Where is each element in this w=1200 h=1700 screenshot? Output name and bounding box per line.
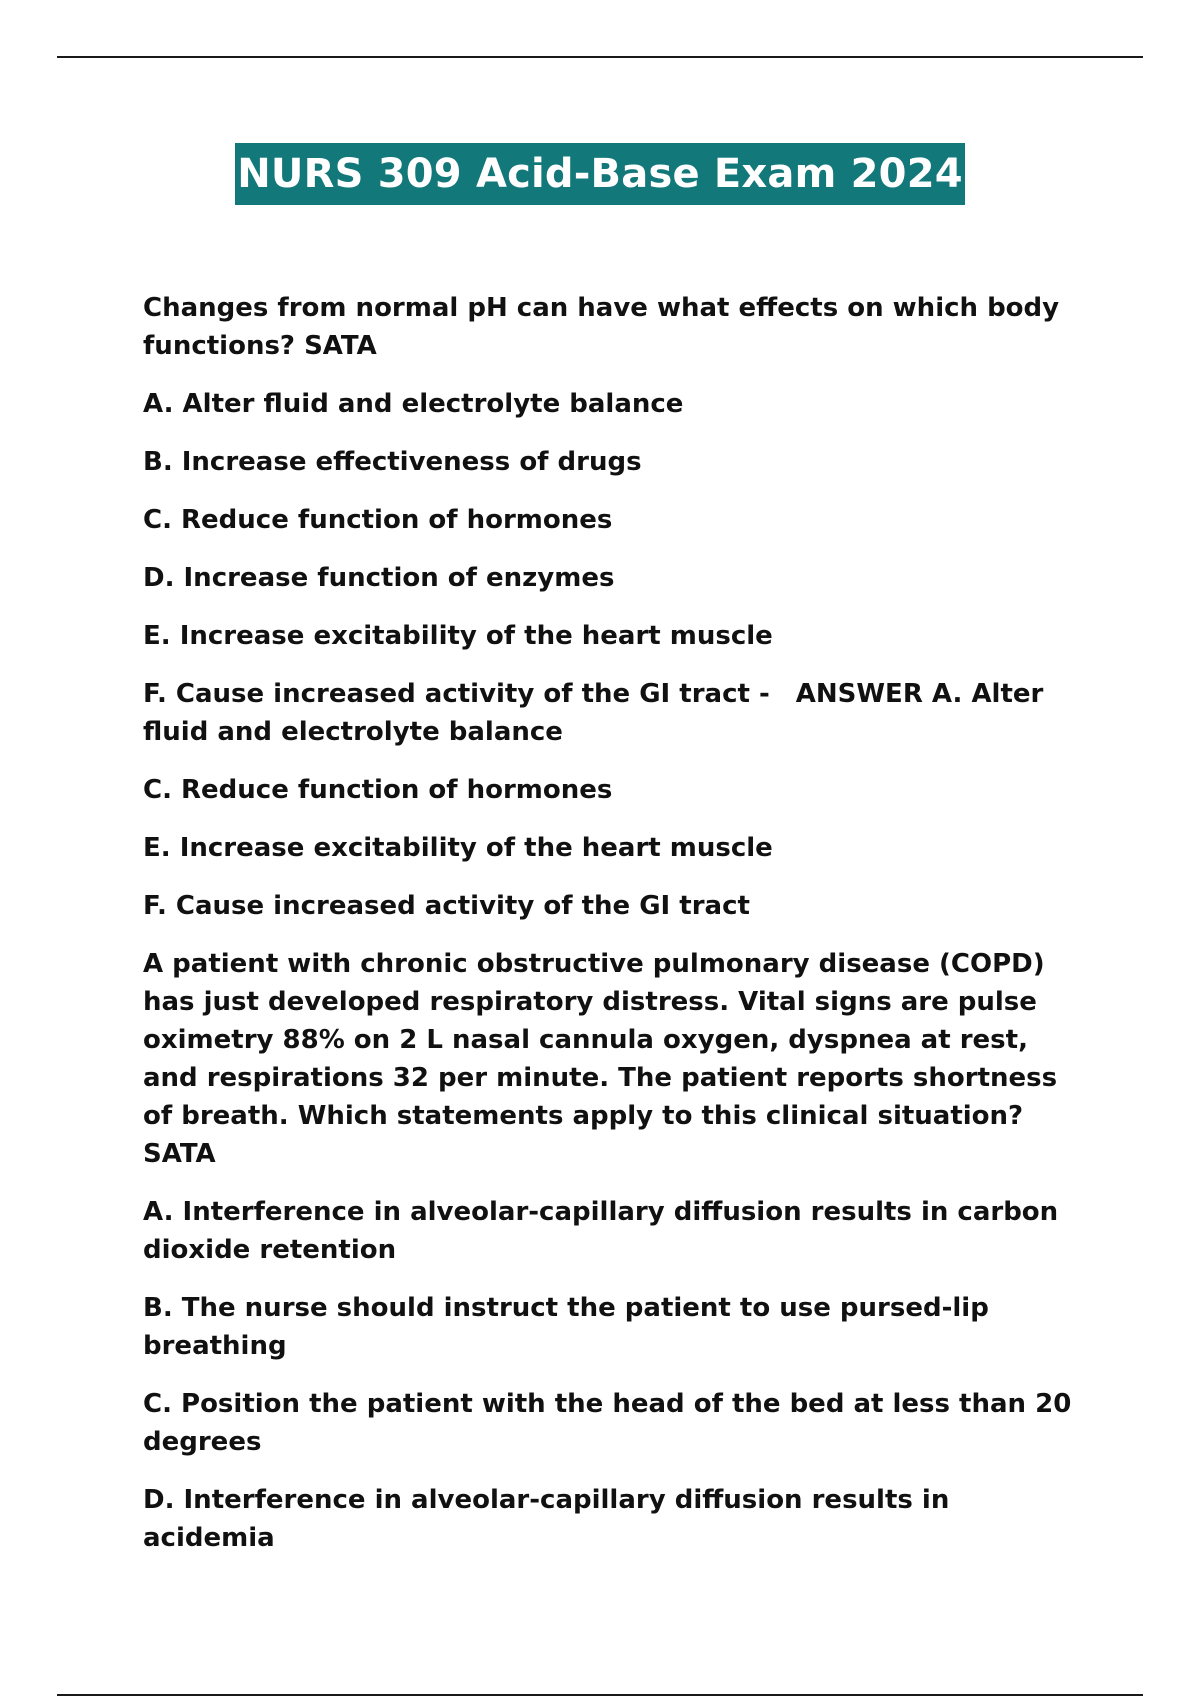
question-2-option-b: B. The nurse should instruct the patient to use pursed-lip breathing bbox=[143, 1293, 989, 1361]
question-1-option-e: E. Increase excitability of the heart muscle bbox=[143, 621, 773, 651]
answer-label: ANSWER bbox=[795, 679, 923, 709]
question-1-option-a: A. Alter fluid and electrolyte balance bbox=[143, 389, 684, 419]
header-rule bbox=[57, 56, 1143, 58]
question-1-option-b: B. Increase effectiveness of drugs bbox=[143, 447, 642, 477]
question-2-stem: A patient with chronic obstructive pulmonary disease (COPD) has just developed respiratory distress. Vital signs are pulse oximetry 88% on 2 L nasal cannula oxygen, dyspnea at rest, and respirations 32 per minute. The patient reports shortness of breath. Which statements apply to this clinical situation? SATA bbox=[143, 949, 1058, 1169]
question-2-option-c: C. Position the patient with the head of the bed at less than 20 degrees bbox=[143, 1389, 1072, 1457]
question-1-option-c: C. Reduce function of hormones bbox=[143, 505, 613, 535]
title-container bbox=[0, 143, 1200, 205]
answer-item-e: E. Increase excitability of the heart muscle bbox=[143, 833, 773, 863]
question-1-option-f: F. Cause increased activity of the GI tract - bbox=[143, 679, 770, 709]
question-1-stem: Changes from normal pH can have what effects on which body functions? SATA bbox=[143, 293, 1060, 361]
answer-item-a: A. Alter fluid and electrolyte balance bbox=[143, 679, 1044, 747]
answer-item-f: F. Cause increased activity of the GI tract bbox=[143, 891, 750, 921]
question-1-option-f-with-answer bbox=[143, 675, 1073, 751]
footer-rule bbox=[57, 1694, 1143, 1696]
exam-content bbox=[143, 289, 1073, 1577]
question-1-option-d: D. Increase function of enzymes bbox=[143, 563, 615, 593]
question-2-option-d: D. Interference in alveolar-capillary diffusion results in acidemia bbox=[143, 1485, 950, 1553]
document-title: NURS 309 Acid-Base Exam 2024 bbox=[235, 143, 965, 205]
answer-item-c: C. Reduce function of hormones bbox=[143, 775, 613, 805]
question-2-option-a: A. Interference in alveolar-capillary diffusion results in carbon dioxide retention bbox=[143, 1197, 1059, 1265]
